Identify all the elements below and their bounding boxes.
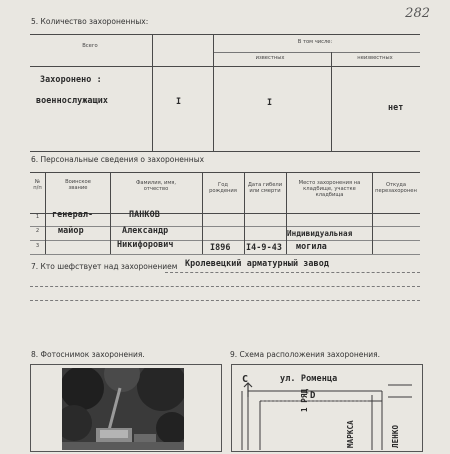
col-from-header: Откуда перезахоронен: [375, 182, 417, 194]
section6-title: 6. Персональные сведения о захороненных: [31, 155, 205, 164]
col-unknown-header: неизвестных: [357, 55, 393, 61]
row3-birth: I896: [210, 242, 231, 252]
row-label-buried: Захоронено :: [40, 74, 102, 84]
col-known-header: известных: [255, 55, 285, 61]
section7-title: 7. Кто шефствует над захоронением: [31, 262, 178, 271]
patron-value: Кролевецкий арматурный завод: [185, 258, 329, 268]
col-including-header: В том числе:: [297, 39, 333, 45]
row3-place: могила: [296, 241, 327, 251]
row-label-servicemen: военнослужащих: [36, 95, 108, 105]
street-vertical-1: МАРКСА: [346, 420, 355, 448]
row2-rank: майор: [58, 225, 84, 235]
row3-name: Никифорович: [117, 239, 174, 249]
patron-line-2: [30, 286, 420, 287]
col-num-header: № п/п: [33, 179, 42, 191]
row1-name: ПАНКОВ: [129, 209, 160, 219]
patron-line-3: [30, 300, 420, 301]
row2-num: 2: [35, 228, 40, 234]
row3-num: 3: [35, 243, 40, 249]
col-birth-header: Год рождения: [209, 182, 237, 194]
col-place-header: Место захоронения на кладбище, участке кладбища: [298, 180, 361, 198]
street-vertical-2: ЛЕНКО: [391, 424, 400, 448]
col-name-header: Фамилия, имя, отчество: [135, 180, 177, 192]
col-death-header: Дата гибели или смерти: [247, 182, 283, 194]
section9-title: 9. Схема расположения захоронения.: [230, 350, 381, 359]
grave-marker: D: [310, 391, 316, 401]
row3-death: I4-9-43: [246, 242, 282, 252]
total-value: I: [176, 96, 182, 106]
street-label: ул. Роменца: [280, 374, 338, 384]
compass-north: С: [242, 374, 249, 385]
row1-rank: генерал-: [52, 209, 94, 219]
known-value: I: [267, 97, 273, 107]
row-label: 1 РЯД: [300, 388, 309, 412]
row2-name: Александр: [122, 225, 169, 235]
grave-photo: [62, 368, 184, 450]
unknown-value: нет: [388, 102, 404, 112]
patron-line-1: [165, 272, 420, 273]
col-total-header: Всего: [82, 43, 98, 49]
row2-place: Индивидуальная: [287, 229, 353, 238]
page-number: 282: [405, 6, 430, 21]
section5-title: 5. Количество захороненных:: [31, 17, 149, 26]
section8-title: 8. Фотоснимок захоронения.: [31, 350, 145, 359]
col-rank-header: Воинское звание: [65, 179, 91, 191]
row1-num: 1: [35, 214, 40, 220]
